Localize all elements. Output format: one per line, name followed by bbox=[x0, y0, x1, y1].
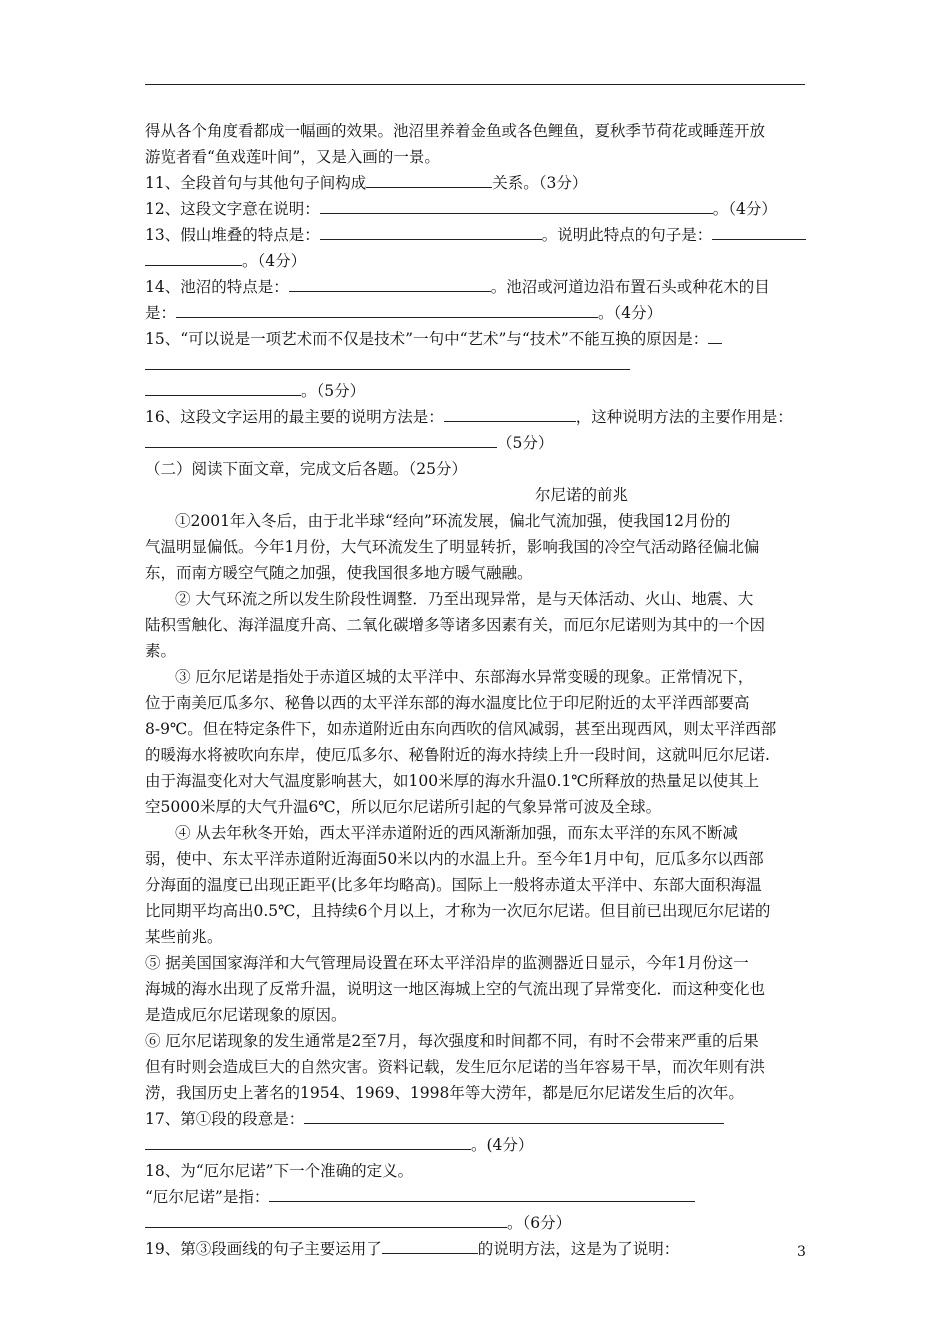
answer-blank[interactable] bbox=[304, 1106, 724, 1124]
answer-blank[interactable] bbox=[320, 196, 713, 214]
answer-blank[interactable] bbox=[708, 326, 722, 344]
paragraph-line: 位于南美厄瓜多尔、秘鲁以西的太平洋东部的海水温度比位于印尼附近的太平洋西部要高 bbox=[145, 694, 750, 712]
paragraph-line: 但有时则会造成巨大的自然灾害。资料记载，发生厄尔尼诺的当年容易干旱，而次年则有洪 bbox=[145, 1058, 766, 1076]
question-14-cont: 是： 。（4分） bbox=[145, 300, 807, 326]
question-18: 18、为“厄尔尼诺”下一个准确的定义。 bbox=[145, 1162, 414, 1180]
answer-blank[interactable] bbox=[145, 248, 242, 266]
answer-blank[interactable] bbox=[289, 274, 491, 292]
section-heading: （二）阅读下面文章，完成文后各题。（25分） bbox=[145, 460, 467, 478]
question-13: 13、假山堆叠的特点是： 。说明此特点的句子是： bbox=[145, 222, 807, 248]
paragraph-line: ⑤ 据美国国家海洋和大气管理局设置在环太平洋沿岸的监测器近日显示，今年1月份这一 bbox=[145, 954, 749, 972]
paragraph-line: ④ 从去年秋冬开始，西太平洋赤道附近的西风渐渐加强，而东太平洋的东风不断减 bbox=[175, 824, 738, 842]
exam-page bbox=[145, 118, 807, 1262]
answer-blank[interactable] bbox=[145, 430, 497, 448]
question-17-cont: 。(4分） bbox=[145, 1132, 807, 1158]
passage-line: 得从各个角度看都成一幅画的效果。池沼里养着金鱼或各色鲤鱼，夏秋季节荷花或睡莲开放 bbox=[145, 122, 766, 140]
paragraph-line: ③ 厄尔尼诺是指处于赤道区城的太平洋中、东部海水异常变暖的现象。正常情况下， bbox=[175, 668, 754, 686]
paragraph-line: 东，而南方暖空气随之加强，使我国很多地方暖气融融。 bbox=[145, 564, 533, 582]
question-11: 11、全段首句与其他句子间构成 关系。（3分） bbox=[145, 170, 807, 196]
paragraph-line: 8-9℃。但在特定条件下，如赤道附近由东向西吹的信风减弱，甚至出现西风，则太平洋西部 bbox=[145, 720, 777, 738]
answer-blank[interactable] bbox=[712, 222, 806, 240]
question-18-def: “厄尔尼诺”是指： bbox=[145, 1184, 807, 1210]
answer-blank[interactable] bbox=[145, 1210, 507, 1228]
paragraph-line: 某些前兆。 bbox=[145, 928, 223, 946]
question-15-blank-line bbox=[145, 352, 807, 378]
question-17: 17、第①段的段意是： bbox=[145, 1106, 807, 1132]
paragraph-line: ⑥ 厄尔尼诺现象的发生通常是2至7月，每次强度和时间都不同，有时不会带来严重的后果 bbox=[145, 1032, 759, 1050]
answer-blank[interactable] bbox=[176, 300, 598, 318]
paragraph-line: 比同期平均高出0.5℃，且持续6个月以上，才称为一次厄尔尼诺。但目前已出现厄尔尼诺的 bbox=[145, 902, 771, 920]
question-15: 15、“可以说是一项艺术而不仅是技术”一句中“艺术”与“技术”不能互换的原因是： bbox=[145, 326, 807, 352]
answer-blank[interactable] bbox=[269, 1184, 695, 1202]
paragraph-line: 弱，使中、东太平洋赤道附近海面50米以内的水温上升。至今年1月中旬，厄瓜多尔以西部 bbox=[145, 850, 764, 868]
question-16: 16、这段文字运用的最主要的说明方法是： ，这种说明方法的主要作用是： bbox=[145, 404, 807, 430]
question-15-cont: 。（5分） bbox=[145, 378, 807, 404]
passage-line: 游览者看“鱼戏莲叶间”，又是入画的一景。 bbox=[145, 148, 440, 166]
header-rule bbox=[145, 84, 805, 85]
paragraph-line: ② 大气环流之所以发生阶段性调整．乃至出现异常，是与天体活动、火山、地震、大 bbox=[175, 590, 754, 608]
answer-blank[interactable] bbox=[320, 222, 542, 240]
answer-blank[interactable] bbox=[444, 404, 576, 422]
answer-blank[interactable] bbox=[145, 352, 630, 370]
answer-blank[interactable] bbox=[382, 1236, 478, 1254]
paragraph-line: 涝，我国历史上著名的1954、1969、1998年等大涝年，都是厄尔尼诺发生后的次年。 bbox=[145, 1084, 744, 1102]
answer-blank[interactable] bbox=[145, 378, 301, 396]
paragraph-line: 是造成厄尔尼诺现象的原因。 bbox=[145, 1006, 347, 1024]
question-14: 14、池沼的特点是： 。池沼或河道边沿布置石头或种花木的目 bbox=[145, 274, 807, 300]
paragraph-line: 陆积雪触化、海洋温度升高、二氧化碳增多等诸多因素有关，而厄尔尼诺则为其中的一个因 bbox=[145, 616, 766, 634]
paragraph-line: 空5000米厚的大气升温6℃，所以厄尔尼诺所引起的气象异常可波及全球。 bbox=[145, 798, 662, 816]
paragraph-line: 分海面的温度已出现正距平(比多年均略高)。国际上一般将赤道太平洋中、东部大面积海温 bbox=[145, 876, 762, 894]
question-16-cont: （5分） bbox=[145, 430, 807, 456]
paragraph-line: 气温明显偏低。今年1月份，大气环流发生了明显转折，影响我国的冷空气活动路径偏北偏 bbox=[145, 538, 760, 556]
paragraph-line: 的暖海水将被吹向东岸，使厄瓜多尔、秘鲁附近的海水持续上升一段时间，这就叫厄尔尼诺. bbox=[145, 746, 770, 764]
paragraph-line: 海城的海水出现了反常升温，说明这一地区海城上空的气流出现了异常变化．而这种变化也 bbox=[145, 980, 766, 998]
question-12: 12、这段文字意在说明： 。（4分） bbox=[145, 196, 807, 222]
question-18-cont: 。（6分） bbox=[145, 1210, 807, 1236]
answer-blank[interactable] bbox=[366, 170, 492, 188]
article-title: 尔尼诺的前兆 bbox=[535, 486, 629, 504]
paragraph-line: 素。 bbox=[145, 642, 177, 660]
paragraph-line: 由于海温变化对大气温度影响甚大，如100米厚的海水升温0.1℃所释放的热量足以使其上 bbox=[145, 772, 760, 790]
answer-blank[interactable] bbox=[145, 1132, 471, 1150]
question-19: 19、第③段画线的句子主要运用了 的说明方法，这是为了说明： bbox=[145, 1236, 807, 1262]
page-number: 3 bbox=[797, 1244, 806, 1260]
paragraph-line: ①2001年入冬后，由于北半球“经向”环流发展，偏北气流加强，使我国12月份的 bbox=[175, 512, 731, 530]
question-13-cont: 。（4分） bbox=[145, 248, 807, 274]
